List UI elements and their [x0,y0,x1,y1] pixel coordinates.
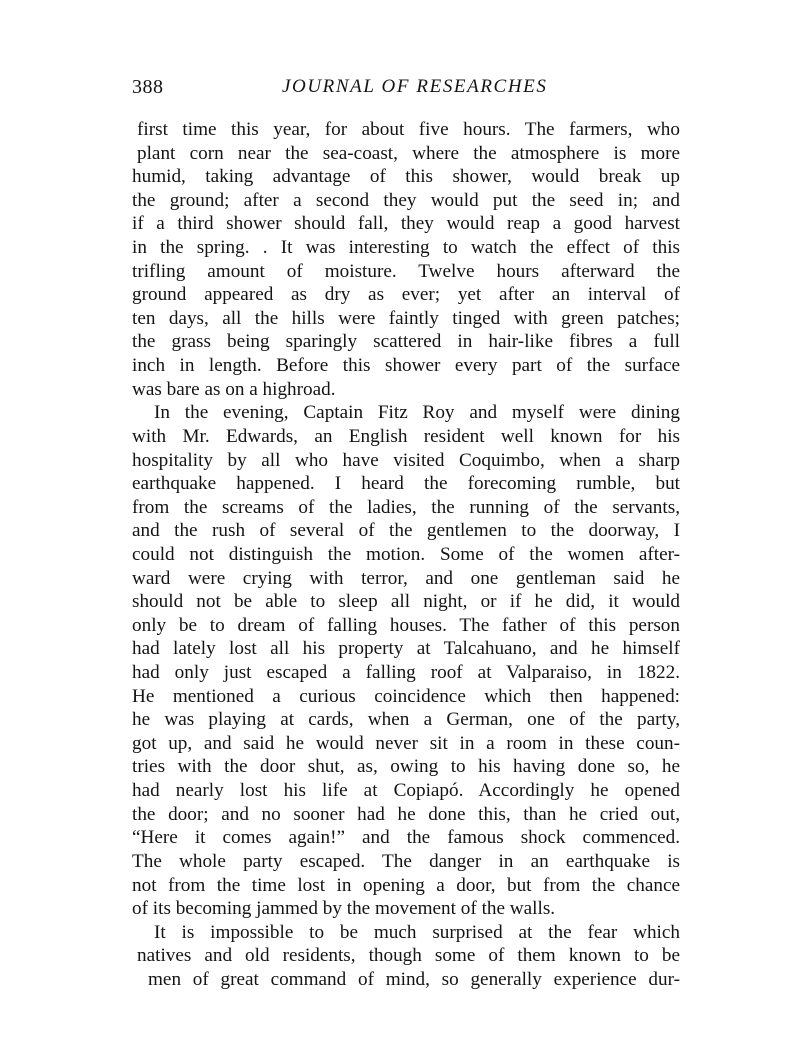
text-line: had nearly lost his life at Copiapó. Accordingly he opened [132,780,680,802]
text-line: not from the time lost in opening a door, but from the chance [132,874,680,896]
text-line: the door; and no sooner had he done this, than he cried out, [132,803,680,825]
text-line: “Here it comes again!” and the famous shock commenced. [132,827,680,849]
text-line: had only just escaped a falling roof at Valparaiso, in 1822. [132,662,680,684]
text-line: humid, taking advantage of this shower, would break up [132,166,680,188]
page-number: 388 [132,76,164,98]
text-line: in the spring. . It was interesting to watch the effect of this [132,237,680,259]
text-line: plant corn near the sea-coast, where the atmosphere is more [137,142,680,164]
text-line: natives and old residents, though some of them known to be [137,945,680,967]
text-line: was bare as on a highroad. [132,378,336,400]
running-title: JOURNAL OF RESEARCHES [282,76,548,97]
text-line: The whole party escaped. The danger in an earthquake is [132,850,680,872]
text-line: had lately lost all his property at Talcahuano, and he himself [132,638,680,660]
text-line: ground appeared as dry as ever; yet after an interval of [132,284,680,306]
text-line: the ground; after a second they would put the seed in; and [132,189,680,211]
text-line: inch in length. Before this shower every part of the surface [132,355,680,377]
text-line: It is impossible to be much surprised at the fear which [154,921,680,943]
text-line: trifling amount of moisture. Twelve hours afterward the [132,260,680,282]
body-text [132,118,680,992]
text-line: ward were crying with terror, and one gentleman said he [132,567,680,589]
text-line: first time this year, for about five hours. The farmers, who [137,119,680,140]
text-line: got up, and said he would never sit in a room in these coun- [132,732,680,754]
text-line: could not distinguish the motion. Some of the women after- [132,543,680,565]
running-head [132,76,672,100]
text-line: ten days, all the hills were faintly tinged with green patches; [132,307,680,329]
text-line: He mentioned a curious coincidence which then happened: [132,685,680,707]
text-line: men of great command of mind, so generally experience dur- [148,968,680,990]
text-line: only be to dream of falling houses. The father of this person [132,614,680,636]
text-line: of its becoming jammed by the movement of the walls. [132,898,556,920]
text-line: hospitality by all who have visited Coquimbo, when a sharp [132,449,680,471]
text-line: and the rush of several of the gentlemen to the doorway, I [132,520,680,542]
text-line: should not be able to sleep all night, or if he did, it would [132,591,680,613]
text-line: with Mr. Edwards, an English resident well known for his [132,425,680,447]
text-line: from the screams of the ladies, the running of the servants, [132,496,680,518]
text-line: if a third shower should fall, they would reap a good harvest [132,213,680,235]
text-line: he was playing at cards, when a German, one of the party, [132,709,680,731]
text-line: earthquake happened. I heard the forecoming rumble, but [132,473,680,495]
text-line: tries with the door shut, as, owing to his having done so, he [132,756,680,778]
text-line: the grass being sparingly scattered in hair-like fibres a full [132,331,680,353]
text-line: In the evening, Captain Fitz Roy and myself were dining [154,402,680,424]
